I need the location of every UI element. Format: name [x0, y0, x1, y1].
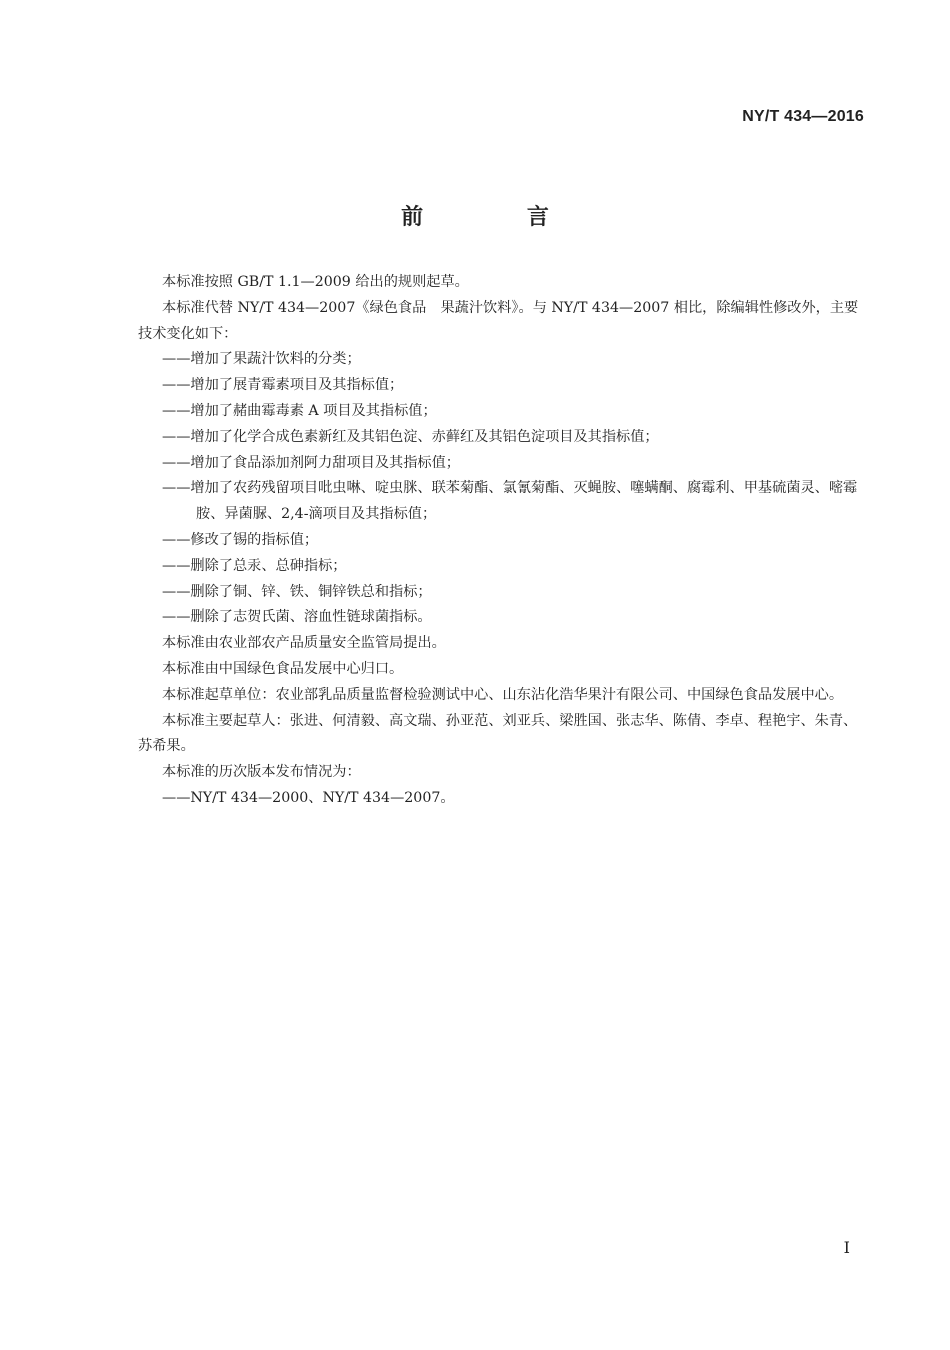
change-item: ——删除了铜、锌、铁、铜锌铁总和指标；: [162, 583, 432, 600]
foreword-body: [138, 270, 868, 812]
paragraph-drafters: 本标准主要起草人：张进、何清毅、高文瑞、孙亚范、刘亚兵、梁胜国、张志华、陈倩、李卓、程艳宇、朱青、苏希果。: [138, 712, 858, 755]
paragraph-drafting-rules: 本标准按照 GB/T 1.1—2009 给出的规则起草。: [162, 274, 469, 290]
change-item: ——增加了果蔬汁饮料的分类；: [162, 351, 361, 368]
change-item: ——增加了农药残留项目吡虫啉、啶虫脒、联苯菊酯、氯氰菊酯、灭蝇胺、噻螨酮、腐霉利、甲基硫菌灵、嘧霉胺、异菌脲、2,4-滴项目及其指标值；: [162, 480, 858, 523]
paragraph-drafting-units: 本标准起草单位：农业部乳品质量监督检验测试中心、山东沾化浩华果汁有限公司、中国绿色食品发展中心。: [162, 686, 844, 703]
change-item: ——增加了赭曲霉毒素 A 项目及其指标值；: [162, 402, 437, 419]
standard-code: NY/T 434—2016: [742, 108, 864, 125]
paragraph-centralized: 本标准由中国绿色食品发展中心归口。: [162, 660, 404, 677]
change-item: ——删除了志贺氏菌、溶血性链球菌指标。: [162, 609, 432, 626]
change-item: ——增加了化学合成色素新红及其铝色淀、赤藓红及其铝色淀项目及其指标值；: [162, 428, 659, 445]
history-item: ——NY/T 434—2000、NY/T 434—2007。: [162, 789, 455, 806]
paragraph-proposer: 本标准由农业部农产品质量安全监管局提出。: [162, 635, 446, 652]
paragraph-history-intro: 本标准的历次版本发布情况为：: [162, 764, 361, 781]
change-item: ——增加了食品添加剂阿力甜项目及其指标值；: [162, 454, 460, 471]
change-item: ——修改了锡的指标值；: [162, 531, 319, 548]
paragraph-replacement: 本标准代替 NY/T 434—2007《绿色食品 果蔬汁饮料》。与 NY/T 434—2007 相比，除编辑性修改外，主要技术变化如下：: [138, 299, 859, 342]
change-item: ——删除了总汞、总砷指标；: [162, 557, 347, 574]
page-number: I: [843, 1238, 850, 1257]
change-item: ——增加了展青霉素项目及其指标值；: [162, 377, 404, 394]
page-title: 前 言: [401, 205, 597, 230]
